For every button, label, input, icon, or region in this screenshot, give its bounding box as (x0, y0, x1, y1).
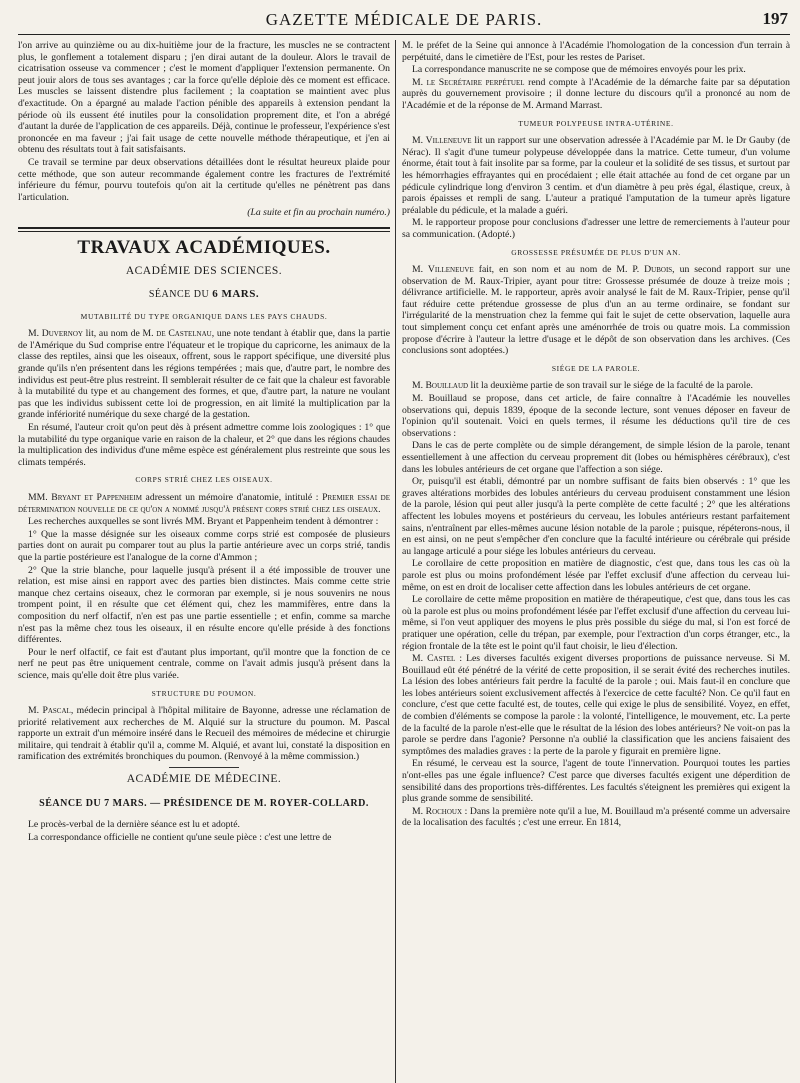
journal-title: GAZETTE MÉDICALE DE PARIS. (265, 10, 543, 29)
paragraph-villeneuve-1 (402, 135, 790, 216)
article-columns (18, 40, 790, 1083)
paragraph-resume: En résumé, l'auteur croit qu'on peut dès à présent admettre comme lois zoologiques : 1° que la mutabilité du type organique varie en raison de la chaleur, et 2° que dans les régions chaudes la multiplication des individus d'une même espèce est généralement plus restreinte que sous les climats tempérés. (18, 422, 390, 468)
paragraph-point-2: 2° Que la strie blanche, pour laquelle jusqu'à présent il a été impossible de trouver une relation, est mise ainsi en rapport avec des parties bien distinctes. Mais comme cette strie manque chez certains oiseaux, chez le cormoran par exemple, si je nous souvenirs ne nous trompent point, il en résulte que cet élément qui, chez les mammifères, entre dans la composition du nerf olfactif, n'en est pas une partie essentielle ; et enfin, comme sa marche n'est pas la même chez tous les oiseaux, il en résulte encore qu'elle préside à des fonctions différentes. (18, 564, 390, 646)
text-fragment: : Les diverses facultés exigent diverses proportions de puissance nerveuse. Si M. Bouillaud eût été pénétré de la vérité de cette proposition, il se serait évité des recherches inutiles. La lésion des lobes antérieurs fait perdre la faculté de la parole ; oui. Mais faut-il en conclure que les lobes antérieurs soient exclusivement affectés à l'exercice de cette faculté? Non. Ce qu'il faut en conclure, c'est que cette faculté est, de toutes, celle qui exige le plus de sensibilité. Voyez, en effet, de combien d'éléments se compose la parole : la volonté, l'intelligence, le mouvement, etc. La perte de la faculté de la parole n'est-elle que le résultat de la lésion des lobes antérieurs? Ne voit-on pas la parole se perdre dans l'agonie? Personne n'a oublié la classification que les anciens faisaient des symptômes des maladies graves : la perte de la parole y figurait en première ligne. (402, 653, 790, 757)
text-fragment: lit, au nom de M. (82, 328, 157, 340)
right-column (402, 40, 790, 1083)
paragraph-corollaire-1: Le corollaire de cette proposition en matière de diagnostic, c'est que, dans tous les cas où la parole est plus ou moins profondément lésée par l'effet exclusif d'une affection du cerveau lui-même, on est en droit de localiser cette affection dans les lobules antérieurs de cet organe. (402, 558, 790, 593)
text-fragment: , un second rapport sur une observation de M. Raux-Tripier, ayant pour titre: Grossesse présumée de douze à treize mois ; délivrance artificielle. M. le rapporteur, après avoir analysé le fait de M. Raux-Tripier, pense qu'il faut réduire cette prétendue grossesse de plus d'un an au terme ordinaire, se fondant sur l'irrégularité de la menstruation chez la femme qui fait le sujet de cette observation, laquelle aura tout simplement conçu cet enfant après une aménorrhée de trois ou quatre mois. La commission propose d'écrire à l'auteur la lettre d'usage et le dépôt de son observation dans les archives. (Ces conclusions sont adoptées.) (402, 264, 790, 357)
text-fragment: rend compte à l'Académie de la démarche faite par sa députation auprès du gouvernement provisoire ; il donne lecture du discours qu'il a prononcé au nom de l'Académie et de la réponse de M. Armand Marrast. (402, 76, 790, 111)
paragraph-rapporteur: M. le rapporteur propose pour conclusions d'adresser une lettre de remerciements à l'auteur pour sa communication. (Adopté.) (402, 217, 790, 240)
paragraph-point-1: 1° Que la masse désignée sur les oiseaux comme corps strié est composée de plusieurs parties dont on aurait pu comparer tout au plus la partie antérieure avec un corps strié, tandis que la partie postérieure est l'analogue de la corne d'Ammon ; (18, 528, 390, 563)
author-name: M. Rochoux (412, 805, 463, 817)
author-name: M. Bouillaud (412, 380, 469, 392)
paragraph-castel (402, 653, 790, 757)
subheading-poumon: STRUCTURE DU POUMON. (151, 688, 257, 698)
section-divider-thin (18, 231, 390, 232)
continuation-note: (La suite et fin au prochain numéro.) (247, 207, 390, 219)
page-number: 197 (762, 9, 788, 28)
paragraph-recherches: Les recherches auxquelles se sont livrés MM. Bryant et Pappenheim tendent à démontrer : (28, 516, 379, 528)
paragraph-nerf-olfactif: Pour le nerf olfactif, ce fait est d'autant plus important, qu'il montre que la fonction de ce nerf ne peut pas être uniquement centrale, comme on l'avait admis jusqu'à présent dans la science, mais qu'elle doit être plus variée. (18, 646, 390, 681)
paragraph-propose: M. Bouillaud se propose, dans cet article, de faire connaître à l'Académie les nouvelles observations qui, depuis 1839, époque de la seconde lecture, sont venues déposer en faveur de l'opinion qu'il soutenait. Voici en quels termes, il résume les déductions qu'il tire de ces observations : (402, 393, 790, 439)
text-fragment: : Dans la première note qu'il a lue, M. Bouillaud m'a présenté comme un adversaire de la localisation des facultés ; c'est une erreur. En 1814, (402, 805, 790, 829)
intro-paragraph-2: Ce travail se termine par deux observations détaillées dont le résultat heureux plaide pour cette méthode, que son auteur recommande également contre les fractures de l'extrémité inférieure du fémur, pourvu toutefois qu'on ait la certitude qu'elles ne pénètrent pas dans l'articulation. (18, 156, 390, 203)
paragraph-prefet: M. le préfet de la Seine qui annonce à l'Académie l'homologation de la concession d'un terrain à perpétuité, dans le cimetière de l'Est, pour les restes de Pariset. (402, 40, 790, 63)
text-fragment: , une note tendant à établir que, dans la partie de l'Amérique du Sud comprise entre l'équateur et le tropique du capricorne, les animaux de la classe des reptiles, ainsi que les oiseaux, offrent, sous le rapport spécifique, une diversité plus grande qu'ils n'en présentent dans les régions tempérées ; mais que, d'autre part, le nombre des individus est peut-être plus restreint. Il semblerait résulter de ce fait que la chaleur est favorable à la mutabilité du type et au changement des formes, et que, d'autre part, la nature ne voulant pas que les individus subissent cette loi de progression, en ait limité la multiplication par la grande infériorité numérique du sexe chargé de la gestation. (18, 328, 390, 421)
paragraph-manuscrite: La correspondance manuscrite ne se compose que de mémoires envoyés pour les prix. (412, 64, 746, 76)
subheading-tumeur: TUMEUR POLYPEUSE INTRA-UTÉRINE. (518, 118, 674, 128)
paragraph-secretaire (402, 77, 790, 112)
paragraph-pascal (18, 705, 390, 763)
author-name: M. Castel (412, 653, 456, 665)
separator (169, 767, 239, 768)
memoir-title: Premier essai de détermination nouvelle de ce qu'on a nommé jusqu'à présent corps strié chez les oiseaux. (18, 492, 390, 515)
paragraph-villeneuve-2 (402, 264, 790, 357)
academy-heading-sciences: ACADÉMIE DES SCIENCES. (125, 264, 283, 277)
paragraph-cas: Dans le cas de perte complète ou de simple dérangement, de simple lésion de la parole, tenant essentiellement à une affection du cerveau proprement dit (lobes ou hémisphères cérébraux), c'est dans les lobules antérieurs de cet organe que l'affection a son siége. (402, 440, 790, 475)
paragraph-bryant (18, 492, 390, 515)
subheading-parole: SIÉGE DE LA PAROLE. (551, 363, 641, 373)
author-names: MM. Bryant et Pappenheim (28, 492, 142, 503)
session-prefix: SÉANCE DU (148, 289, 210, 301)
section-divider (18, 227, 390, 229)
section-title: TRAVAUX ACADÉMIQUES. (77, 236, 331, 258)
paragraph-correspondance: La correspondance officielle ne contient qu'une seule pièce : c'est une lettre de (28, 831, 332, 843)
page-header (18, 6, 790, 35)
author-name: Dubois (644, 264, 673, 276)
author-name: M. Villeneuve (412, 135, 472, 147)
text-fragment: adressent un mémoire d'anatomie, intitulé : (141, 492, 323, 503)
text-fragment: , médecin principal à l'hôpital militaire de Bayonne, adresse une réclamation de priorité relativement aux recherches de M. Alquié sur la structure du poumon. M. Pascal rapporte un extrait d'un mémoire inséré dans le Recueil des mémoires de médecine et chirurgie militaire, qui tendrait à établir qu'il a, comme M. Alquié, et avant lui, constaté la disposition en ramification des extrémités bronchiques du poumon. (Renvoyé à la même commission.) (18, 705, 390, 763)
intro-paragraph-1: l'on arrive au quinzième ou au dix-huitième jour de la fracture, les muscles ne se contractent plus, le gonflement a totalement disparu ; j'en dirai autant de la douleur. Alors le travail de cicatrisation osseuse va commencer ; c'est le moment d'appliquer l'extension permanente. On peut jouir alors de tous ses avantages ; car la force qu'elle déploie dès ce moment est efficace. Les muscles se laissent distendre plus facilement ; la coaptation se maintient avec plus d'exactitude. On a épargné au malade l'action pénible des appareils à extension pendant la période où ils eussent été inutiles pour la consolidation proprement dite, et l'on a abrégé d'autant la durée de l'application de ces appareils. Déjà, continue le professeur, l'expérience s'est prononcée en ma faveur ; j'ai fait usage de cette nouvelle méthode thérapeutique, et j'en ai obtenu des résultats tout à fait satisfaisants. (18, 40, 390, 156)
paragraph-resume-castel: En résumé, le cerveau est la source, l'agent de toute l'innervation. Pourquoi toutes les parties n'ont-elles pas une égale influence? C'est parce que diverses facultés exigent une déperdition de sensibilité dans des proportions très-différentes. Les facultés s'éteignent les premières qui exigent la plus grande somme de sensibilité. (402, 758, 790, 805)
paragraph-or: Or, puisqu'il est établi, démontré par un nombre suffisant de faits bien observés : 1° que les graves altérations morbides des lobules antérieurs du cerveau produisent constamment une lésion de la parole, lésion qui peut aller jusqu'à la perte complète de cette faculté ; 2° que les altérations affectent les lobules moyens et postérieurs du cerveau, les lobules antérieurs restant parfaitement sains, n'entraînent par elles-mêmes aucune lésion notable de la parole ; puisque, répéterons-nous, il en est ainsi, on ne peut s'empêcher d'en conclure que la faculté intérieure ou cérébrale qui préside au langage articulé a pour siége les lobules antérieurs du cerveau. (402, 476, 790, 557)
session-heading-7-mars: SÉANCE DU 7 MARS. — PRÉSIDENCE DE M. ROYER-COLLARD. (39, 797, 369, 809)
author-name: M. Duvernoy (28, 328, 83, 340)
author-name: M. Pascal (28, 705, 71, 717)
paragraph-rochoux (402, 806, 790, 829)
academy-heading-medecine: ACADÉMIE DE MÉDECINE. (126, 773, 282, 786)
paragraph-corollaire-2: Le corollaire de cette même proposition en matière de thérapeutique, c'est que, dans tous les cas où la parole est plus ou moins profondément lésée par l'effet exclusif d'une affection du cerveau lui-même, si l'on veut appliquer des moyens le plus près possible du siége du mal, si l'on est forcé de pratiquer une opération, celle du trépan, par exemple, pour l'extraction d'un corps étranger, etc., la région frontale de la tête est le point qu'il faut choisir, le lieu d'élection. (402, 594, 790, 652)
session-date: 6 MARS. (212, 288, 260, 301)
subheading-mutabilite: MUTABILITÉ DU TYPE ORGANIQUE DANS LES PAYS CHAUDS. (80, 311, 328, 321)
paragraph-duvernoy (18, 328, 390, 421)
paragraph-proces-verbal: Le procès-verbal de la dernière séance est lu et adopté. (28, 819, 240, 831)
text-fragment: fait, en son nom et au nom de M. P. (473, 264, 645, 276)
column-rule (395, 40, 396, 1083)
subheading-corps-strie: CORPS STRIÉ CHEZ LES OISEAUX. (135, 475, 273, 485)
subheading-grossesse: GROSSESSE PRÉSUMÉE DE PLUS D'UN AN. (511, 247, 681, 257)
author-name: M. le Secrétaire perpétuel (412, 76, 525, 88)
text-fragment: lit un rapport sur une observation adressée à l'Académie par M. le Dr Gauby (de Nérac). Il s'agit d'une tumeur polypeuse développée dans la matrice. Cette tumeur, d'un volume énorme, était tout à fait insolite par sa forme, par la couleur et la solidité de ses tissus, et surtout par les hémorrhagies effrayantes qui en procédaient ; elle était attachée au fond de cet organe par un pédicule cylindrique long d'environ 3 centim. et d'un diamètre à peu près égal, élastique, creux, à parois épaisses et rempli de sang. L'auteur a pratiqué l'amputation de la tumeur après ligature préalable du pédicule, et la malade a guéri. (402, 135, 790, 216)
session-heading-6-mars (18, 289, 390, 301)
author-name: M. Villeneuve (412, 264, 474, 276)
text-fragment: lit la deuxième partie de son travail sur le siége de la faculté de la parole. (468, 380, 753, 392)
left-column (18, 40, 390, 1083)
author-name: de Castelnau (156, 328, 212, 340)
paragraph-bouillaud (402, 380, 790, 392)
